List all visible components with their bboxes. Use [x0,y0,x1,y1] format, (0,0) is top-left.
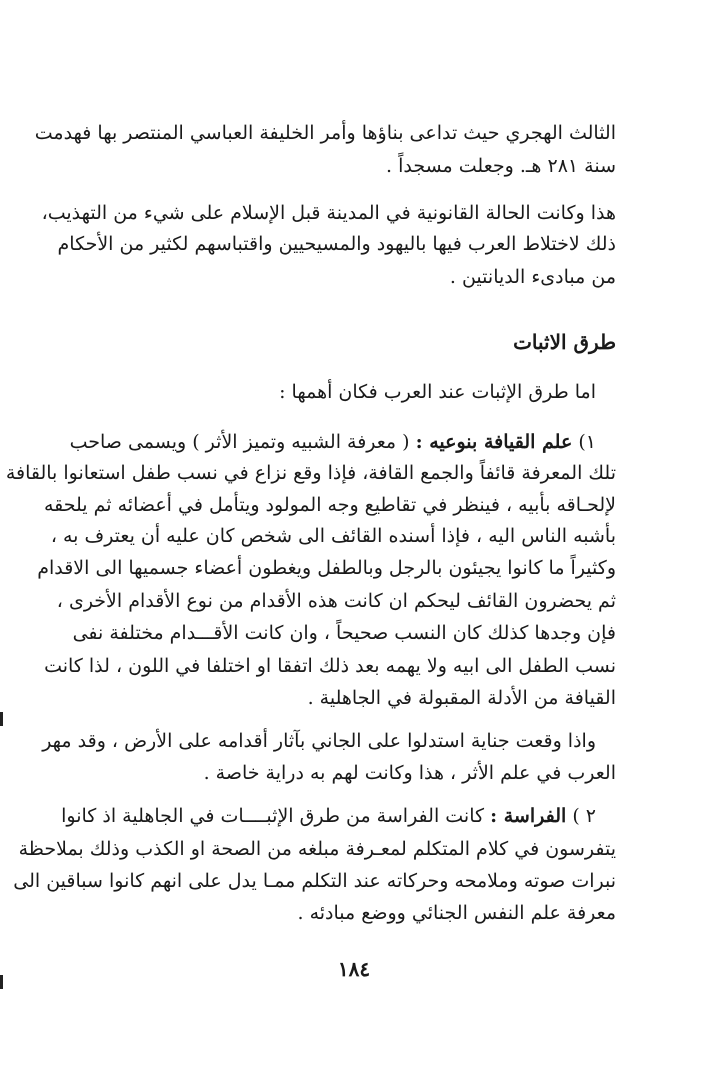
scan-edge-mark [0,975,3,989]
item-1-line-2: تلك المعرفة قائفاً والجمع القافة، فإذا وقع نزاع في نسب طفل استعانوا بالقافة [5,462,616,484]
scan-edge-mark [0,712,3,726]
section-heading: طرق الاثبات [513,330,616,354]
item-2-line-1-text: كانت الفراسة من طرق الإثبــــات في الجاهلية اذ كانوا [61,805,485,827]
item-1-line-8: نسب الطفل الى ابيه ولا يهمه بعد ذلك اتفقا او اختلفا في اللون ، لذا كانت [44,655,616,677]
paragraph-2-line-1: هذا وكانت الحالة القانونية في المدينة قبل الإسلام على شيء من التهذيب، [41,202,616,224]
item-1-number: ١) [578,431,596,453]
item-1-line-9: القيافة من الأدلة المقبولة في الجاهلية . [307,687,616,709]
item-1-line-4: بأشبه الناس اليه ، فإذا أسنده القائف الى شخص كان عليه أن يعترف به ، [50,525,616,547]
item-1-line-1-text: ( معرفة الشبيه وتميز الأثر ) ويسمى صاحب [69,431,410,453]
page-number: ١٨٤ [337,957,371,981]
item-2-line-3: نبرات صوته وملامحه وحركاته عند التكلم ممـا يدل على انهم كانوا سباقين الى [13,870,616,892]
paragraph-2-line-2: ذلك لاختلاط العرب فيها باليهود والمسيحيين واقتباسهم لكثير من الأحكام [57,233,616,255]
paragraph-4-line-1: واذا وقعت جناية استدلوا على الجاني بآثار أقدامه على الأرض ، وقد مهر [42,730,596,752]
item-1-line-1 [69,427,596,457]
item-1-line-7: فإن وجدها كذلك كان النسب صحيحاً ، وان كانت الأقـــدام مختلفة نفى [72,622,616,644]
paragraph-1-line-1: الثالث الهجري حيث تداعى بناؤها وأمر الخليفة العباسي المنتصر بها فهدمت [34,122,616,144]
item-1-line-3: لإلحـاقه بأبيه ، فينظر في تقاطيع وجه المولود ويتأمل في أعضائه ثم يلحقه [43,494,616,516]
item-1-line-5: وكثيراً ما كانوا يجيئون بالرجل وبالطفل ويغطون أعضاء جسميها الى الاقدام [37,557,616,579]
item-2-term: الفراسة : [490,805,567,827]
item-2-number: ٢ ) [572,805,596,827]
paragraph-2-line-3: من مبادىء الديانتين . [449,266,616,288]
paragraph-1-line-2: سنة ٢٨١ هـ. وجعلت مسجداً . [385,155,616,177]
paragraph-4-line-2: العرب في علم الأثر ، هذا وكانت لهم به دراية خاصة . [203,762,616,784]
item-1-line-6: ثم يحضرون القائف ليحكم ان كانت هذه الأقدام من نوع الأقدام الأخرى ، [56,590,616,612]
paragraph-3-line-1: اما طرق الإثبات عند العرب فكان أهمها : [279,381,596,403]
item-2-line-4: معرفة علم النفس الجنائي ووضع مبادئه . [297,902,616,924]
item-2-line-2: يتفرسون في كلام المتكلم لمعـرفة مبلغه من الصحة او الكذب وذلك بملاحظة [18,838,616,860]
item-2-line-1 [61,801,596,831]
item-1-term: علم القيافة بنوعيه : [415,431,573,453]
